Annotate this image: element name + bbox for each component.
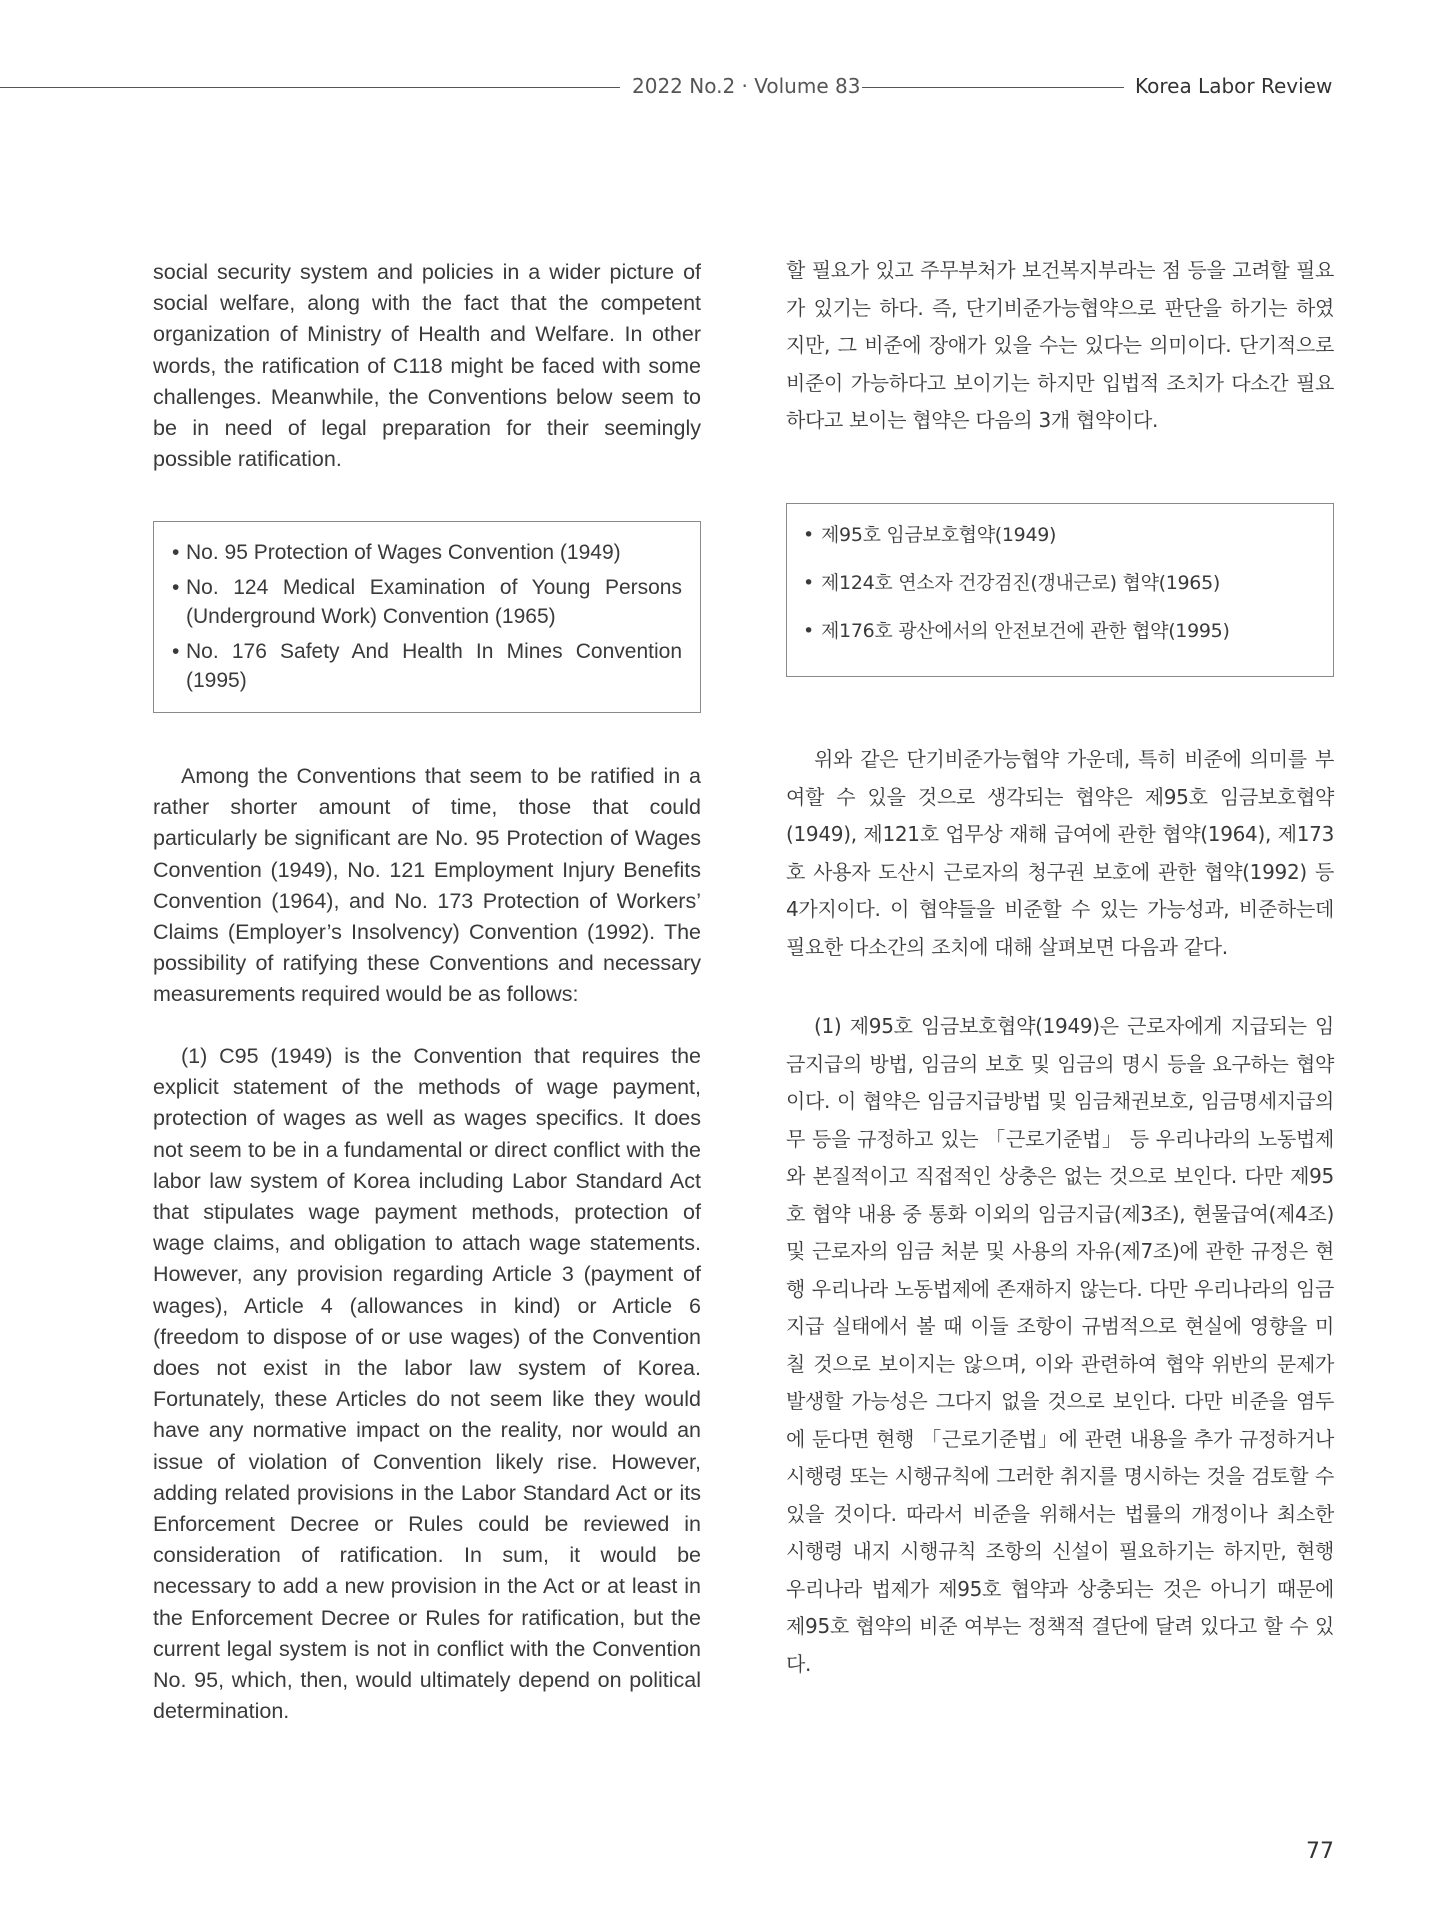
list-item: [172, 637, 682, 695]
english-convention-box: [153, 521, 701, 713]
list-item-text: No. 124 Medical Examination of Young Persons (Underground Work) Convention (1965): [186, 576, 682, 628]
list-item: [172, 573, 682, 631]
bullet-icon: •: [803, 620, 814, 642]
korean-paragraph-2: 위와 같은 단기비준가능협약 가운데, 특히 비준에 의미를 부여할 수 있을 것으로 생각되는 협약은 제95호 임금보호협약(1949), 제121호 업무상 재해 급여에 관한 협약(1964), 제173호 사용자 도산시 근로자의 청구권 보호에 관한 협약(1992) 등 4가지이다. 이 협약들을 비준할 수 있는 가능성과, 비준하는데 필요한 다소간의 조치에 대해 살펴보면 다음과 같다.: [786, 747, 1334, 959]
list-item-text: 제95호 임금보호협약(1949): [821, 524, 1057, 546]
english-convention-list: [154, 522, 700, 695]
list-item-text: No. 95 Protection of Wages Convention (1949): [186, 541, 621, 564]
korean-paragraph-3: (1) 제95호 임금보호협약(1949)은 근로자에게 지급되는 임금지급의 방법, 임금의 보호 및 임금의 명시 등을 요구하는 협약이다. 이 협약은 임금지급방법 및 임금채권보호, 임금명세지급의무 등을 규정하고 있는 「근로기준법」 등 우리나라의 노동법제와 본질적이고 직접적인 상충은 없는 것으로 보인다. 다만 제95호 협약 내용 중 통화 이외의 임금지급(제3조), 현물급여(제4조) 및 근로자의 임금 처분 및 사용의 자유(제7조)에 관한 규정은 현행 우리나라 노동법제에 존재하지 않는다. 다만 우리나라의 임금지급 실태에서 볼 때 이들 조항이 규범적으로 현실에 영향을 미칠 것으로 보이지는 않으며, 이와 관련하여 협약 위반의 문제가 발생할 가능성은 그다지 없을 것으로 보인다. 다만 비준을 염두에 둔다면 현행 「근로기준법」에 관련 내용을 추가 규정하거나 시행령 또는 시행규칙에 그러한 취지를 명시하는 것을 검토할 수 있을 것이다. 따라서 비준을 위해서는 법률의 개정이나 최소한 시행령 내지 시행규칙 조항의 신설이 필요하기는 하지만, 현행 우리나라 법제가 제95호 협약과 상충되는 것은 아니기 때문에 제95호 협약의 비준 여부는 정책적 결단에 달려 있다고 할 수 있다.: [786, 1014, 1334, 1676]
bullet-icon: •: [172, 541, 180, 564]
bullet-icon: •: [803, 524, 814, 546]
bullet-icon: •: [172, 576, 180, 599]
english-paragraph-2: Among the Conventions that seem to be ratified in a rather shorter amount of time, those that could particularly be significant are No. 95 Protection of Wages Convention (1949), No. 121 Employment Injury Benefits Convention (1964), and No. 173 Protection of Workers’ Claims (Employer’s Insolvency) Convention (1992). The possibility of ratifying these Conventions and necessary measurements required would be as follows:: [153, 764, 701, 1007]
journal-title: Korea Labor Review: [1135, 74, 1333, 98]
list-item: [172, 538, 682, 567]
running-header: [0, 70, 1431, 106]
bullet-icon: •: [172, 640, 180, 663]
english-paragraph-3: (1) C95 (1949) is the Convention that requires the explicit statement of the methods of wage payment, protection of wages as well as wages specifics. It does not seem to be in a fundamental or direct conflict with the labor law system of Korea including Labor Standard Act that stipulates wage payment methods, protection of wage claims, and obligation to attach wage statements. However, any provision regarding Article 3 (payment of wages), Article 4 (allowances in kind) or Article 6 (freedom to dispose of or use wages) of the Convention does not exist in the labor law system of Korea. Fortunately, these Articles do not seem like they would have any normative impact on the reality, nor would an issue of violation of Convention likely rise. However, adding related provisions in the Labor Standard Act or its Enforcement Decree or Rules could be reviewed in consideration of ratification. In sum, it would be necessary to add a new provision in the Act or at least in the Enforcement Decree or Rules for ratification, but the current legal system is not in conflict with the Convention No. 95, which, then, would ultimately depend on political determination.: [153, 1044, 701, 1724]
bullet-icon: •: [803, 572, 814, 594]
header-rule-middle: [862, 87, 1124, 88]
list-item: [803, 618, 1315, 644]
issue-label: 2022 No.2 · Volume 83: [632, 74, 861, 98]
list-item-text: 제176호 광산에서의 안전보건에 관한 협약(1995): [821, 620, 1230, 642]
korean-paragraph-1: 할 필요가 있고 주무부처가 보건복지부라는 점 등을 고려할 필요가 있기는 하다. 즉, 단기비준가능협약으로 판단을 하기는 하였지만, 그 비준에 장애가 있을 수는 있다는 의미이다. 단기적으로 비준이 가능하다고 보이기는 하지만 입법적 조치가 다소간 필요하다고 보이는 협약은 다음의 3개 협약이다.: [786, 258, 1334, 432]
korean-convention-box: [786, 503, 1334, 677]
list-item-text: 제124호 연소자 건강검진(갱내근로) 협약(1965): [821, 572, 1220, 594]
list-item-text: No. 176 Safety And Health In Mines Convention (1995): [186, 640, 682, 692]
english-paragraph-1: social security system and policies in a wider picture of social welfare, along with the fact that the competent organization of Ministry of Health and Welfare. In other words, the ratification of C118 might be faced with some challenges. Meanwhile, the Conventions below seem to be in need of legal preparation for their seemingly possible ratification.: [153, 260, 701, 472]
list-item: [803, 522, 1315, 548]
page-number: 77: [1306, 1839, 1334, 1864]
korean-convention-list: [787, 504, 1333, 644]
list-item: [803, 570, 1315, 596]
header-rule-left: [0, 87, 620, 88]
